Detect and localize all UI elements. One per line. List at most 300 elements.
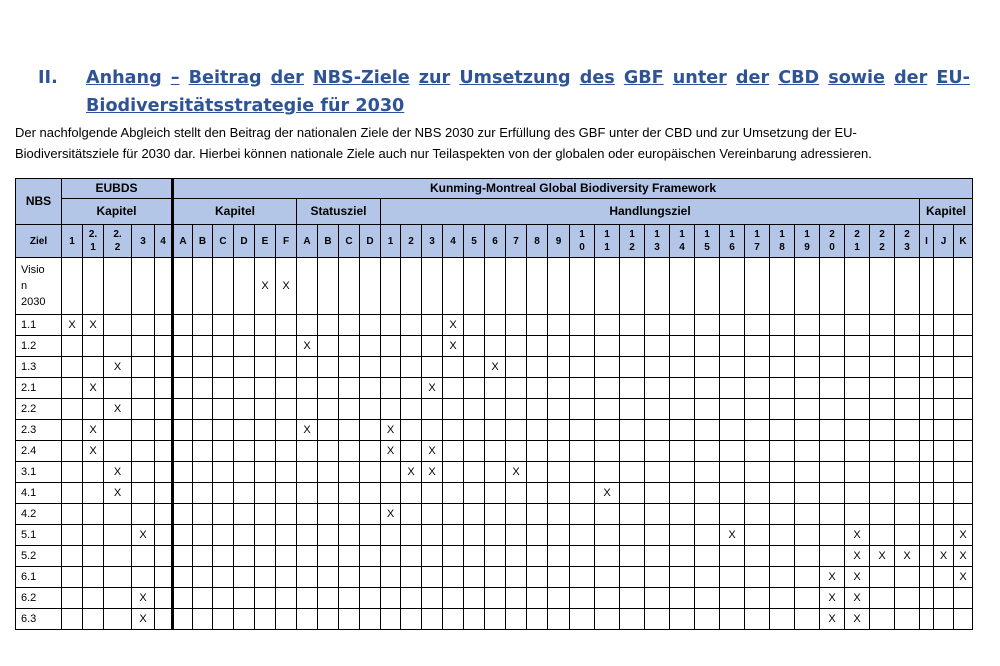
empty-cell [645,378,670,399]
goal-mapping-table [15,178,973,630]
empty-cell [297,258,318,315]
empty-cell [213,609,234,630]
empty-cell [485,525,506,546]
empty-cell [645,315,670,336]
empty-cell [920,588,934,609]
empty-cell [132,546,155,567]
empty-cell [401,258,422,315]
empty-cell [62,525,83,546]
empty-cell [845,504,870,525]
mark-cell: X [422,462,443,483]
empty-cell [155,546,173,567]
empty-cell [506,525,527,546]
empty-cell [443,441,464,462]
empty-cell [770,357,795,378]
empty-cell [443,462,464,483]
heading-word: sowie [828,68,885,88]
empty-cell [595,420,620,441]
heading-line-1 [86,64,970,92]
mark-cell: X [104,399,132,420]
empty-cell [318,258,339,315]
empty-cell [620,504,645,525]
mark-cell: X [83,315,104,336]
row-label: 4.2 [16,504,62,525]
empty-cell [213,546,234,567]
mark-cell: X [870,546,895,567]
empty-cell [645,357,670,378]
empty-cell [83,483,104,504]
handlungsziel-col-header [570,225,595,258]
mark-cell: X [934,546,954,567]
empty-cell [954,258,973,315]
table-row [16,567,973,588]
empty-cell [360,315,381,336]
empty-cell [745,315,770,336]
empty-cell [234,483,255,504]
empty-cell [132,483,155,504]
column-label-part: 7 [754,242,760,253]
empty-cell [670,399,695,420]
empty-cell [770,315,795,336]
empty-cell [213,588,234,609]
empty-cell [795,336,820,357]
empty-cell [720,441,745,462]
empty-cell [845,462,870,483]
table-row [16,462,973,483]
empty-cell [920,462,934,483]
empty-cell [720,315,745,336]
empty-cell [173,315,193,336]
empty-cell [234,258,255,315]
empty-cell [954,609,973,630]
column-label-part: 3 [904,242,910,253]
empty-cell [870,357,895,378]
empty-cell [464,483,485,504]
empty-cell [62,588,83,609]
empty-cell [255,399,276,420]
empty-cell [83,336,104,357]
empty-cell [745,399,770,420]
empty-cell [548,420,570,441]
empty-cell [870,462,895,483]
empty-cell [401,315,422,336]
empty-cell [193,546,213,567]
empty-cell [193,378,213,399]
empty-cell [895,357,920,378]
column-label-part: 8 [779,242,785,253]
empty-cell [443,258,464,315]
empty-cell [670,588,695,609]
empty-cell [485,399,506,420]
column-label-part: 2 [904,229,910,240]
heading-word: Beitrag [188,68,262,88]
empty-cell [83,504,104,525]
empty-cell [155,441,173,462]
empty-cell [276,315,297,336]
empty-cell [795,588,820,609]
empty-cell [360,462,381,483]
empty-cell [132,258,155,315]
empty-cell [548,399,570,420]
empty-cell [595,588,620,609]
empty-cell [173,336,193,357]
column-label-part: 4 [450,235,456,247]
empty-cell [173,420,193,441]
empty-cell [934,258,954,315]
empty-cell [381,378,401,399]
mark-cell: X [845,588,870,609]
empty-cell [570,399,595,420]
empty-cell [770,588,795,609]
column-label-part: 1 [804,229,810,240]
empty-cell [276,567,297,588]
empty-cell [464,567,485,588]
empty-cell [318,609,339,630]
empty-cell [173,357,193,378]
row-label: 2.4 [16,441,62,462]
empty-cell [276,546,297,567]
empty-cell [670,420,695,441]
empty-cell [506,258,527,315]
empty-cell [255,462,276,483]
empty-cell [670,525,695,546]
empty-cell [770,546,795,567]
empty-cell [527,462,548,483]
empty-cell [318,441,339,462]
empty-cell [506,441,527,462]
empty-cell [297,315,318,336]
empty-cell [548,462,570,483]
empty-cell [620,315,645,336]
empty-cell [895,441,920,462]
empty-cell [670,315,695,336]
empty-cell [132,399,155,420]
empty-cell [193,588,213,609]
table-row [16,504,973,525]
empty-cell [570,462,595,483]
empty-cell [485,462,506,483]
empty-cell [464,258,485,315]
empty-cell [670,609,695,630]
empty-cell [339,609,360,630]
empty-cell [83,609,104,630]
empty-cell [595,525,620,546]
empty-cell [443,567,464,588]
empty-cell [570,504,595,525]
empty-cell [173,399,193,420]
empty-cell [920,525,934,546]
table-row [16,357,973,378]
empty-cell [720,420,745,441]
empty-cell [695,609,720,630]
empty-cell [570,336,595,357]
empty-cell [485,588,506,609]
column-label-part: 1 [854,242,860,253]
empty-cell [155,315,173,336]
empty-cell [193,399,213,420]
row-label: 6.2 [16,588,62,609]
empty-cell [527,258,548,315]
empty-cell [339,315,360,336]
empty-cell [485,504,506,525]
column-label-part: 2 [408,235,414,247]
empty-cell [795,357,820,378]
empty-cell [895,336,920,357]
empty-cell [506,315,527,336]
column-label-part: 2 [629,242,635,253]
empty-cell [795,609,820,630]
empty-cell [770,336,795,357]
column-label-part: 9 [804,242,810,253]
empty-cell [276,441,297,462]
mark-cell: X [297,420,318,441]
empty-cell [720,546,745,567]
empty-cell [954,357,973,378]
row-label: 2.3 [16,420,62,441]
heading-word: der [270,68,304,88]
mark-cell: X [845,567,870,588]
table-row [16,546,973,567]
empty-cell [795,567,820,588]
empty-cell [381,546,401,567]
empty-cell [62,441,83,462]
table-row [16,588,973,609]
empty-cell [255,525,276,546]
handlungsziel-col-header [443,225,464,258]
gbf-kapitel-header: Kapitel [173,199,297,225]
empty-cell [422,609,443,630]
eubds-col-header [62,225,83,258]
mark-cell: X [104,462,132,483]
empty-cell [645,420,670,441]
mark-cell: X [506,462,527,483]
column-label-part: 2 [879,229,885,240]
empty-cell [595,378,620,399]
empty-cell [527,441,548,462]
empty-cell [62,567,83,588]
statusziel-header: Statusziel [297,199,381,225]
empty-cell [173,483,193,504]
empty-cell [297,357,318,378]
empty-cell [720,504,745,525]
empty-cell [443,357,464,378]
empty-cell [339,504,360,525]
empty-cell [745,588,770,609]
empty-cell [695,567,720,588]
gbf-kapitel2-col-header: I [920,225,934,258]
empty-cell [193,315,213,336]
empty-cell [820,546,845,567]
column-label-part: 6 [729,242,735,253]
empty-cell [620,609,645,630]
empty-cell [745,567,770,588]
empty-cell [255,504,276,525]
empty-cell [548,357,570,378]
empty-cell [339,378,360,399]
empty-cell [920,420,934,441]
empty-cell [485,420,506,441]
empty-cell [620,588,645,609]
empty-cell [422,567,443,588]
empty-cell [920,399,934,420]
empty-cell [720,399,745,420]
empty-cell [443,609,464,630]
column-label-part: 1 [754,229,760,240]
empty-cell [920,609,934,630]
empty-cell [318,567,339,588]
empty-cell [506,357,527,378]
empty-cell [695,399,720,420]
empty-cell [193,567,213,588]
empty-cell [795,420,820,441]
eubds-header: EUBDS [62,179,173,199]
empty-cell [422,420,443,441]
empty-cell [645,567,670,588]
handlungsziel-col-header [548,225,570,258]
empty-cell [401,378,422,399]
empty-cell [870,420,895,441]
empty-cell [339,336,360,357]
empty-cell [401,504,422,525]
empty-cell [213,258,234,315]
empty-cell [234,420,255,441]
empty-cell [954,336,973,357]
empty-cell [339,546,360,567]
empty-cell [401,357,422,378]
empty-cell [276,378,297,399]
empty-cell [62,609,83,630]
column-label-part: 3 [140,235,146,247]
empty-cell [720,357,745,378]
empty-cell [318,378,339,399]
empty-cell [595,441,620,462]
empty-cell [173,525,193,546]
empty-cell [318,399,339,420]
mark-cell: X [132,609,155,630]
empty-cell [645,609,670,630]
empty-cell [934,378,954,399]
empty-cell [548,315,570,336]
handlungsziel-header: Handlungsziel [381,199,920,225]
empty-cell [155,567,173,588]
column-label-part: 0 [579,242,585,253]
empty-cell [360,525,381,546]
empty-cell [276,462,297,483]
empty-cell [213,315,234,336]
empty-cell [720,378,745,399]
heading-line-2: Biodiversitätsstrategie für 2030 [86,96,405,116]
table-row [16,441,973,462]
statusziel-col-header: D [360,225,381,258]
empty-cell [381,357,401,378]
empty-cell [464,441,485,462]
empty-cell [820,525,845,546]
empty-cell [745,504,770,525]
mark-cell: X [401,462,422,483]
empty-cell [745,441,770,462]
empty-cell [845,357,870,378]
column-label-part: 8 [534,235,540,247]
empty-cell [255,546,276,567]
row-label: 5.2 [16,546,62,567]
empty-cell [770,504,795,525]
empty-cell [104,567,132,588]
empty-cell [255,483,276,504]
empty-cell [155,420,173,441]
empty-cell [132,315,155,336]
column-label-part: 1 [679,229,685,240]
empty-cell [132,336,155,357]
empty-cell [506,609,527,630]
empty-cell [255,588,276,609]
empty-cell [845,336,870,357]
empty-cell [527,483,548,504]
empty-cell [213,357,234,378]
mark-cell: X [104,357,132,378]
mark-cell: X [443,315,464,336]
empty-cell [934,609,954,630]
empty-cell [595,546,620,567]
empty-cell [339,567,360,588]
empty-cell [443,378,464,399]
empty-cell [527,504,548,525]
empty-cell [155,258,173,315]
empty-cell [104,420,132,441]
empty-cell [381,258,401,315]
empty-cell [645,462,670,483]
empty-cell [62,420,83,441]
empty-cell [234,546,255,567]
empty-cell [527,357,548,378]
empty-cell [670,567,695,588]
empty-cell [527,609,548,630]
statusziel-col-header: B [318,225,339,258]
empty-cell [422,588,443,609]
mark-cell: X [954,525,973,546]
empty-cell [381,462,401,483]
heading-word: der [894,68,928,88]
empty-cell [155,357,173,378]
empty-cell [548,258,570,315]
empty-cell [920,567,934,588]
empty-cell [720,336,745,357]
empty-cell [954,462,973,483]
empty-cell [360,483,381,504]
empty-cell [548,504,570,525]
empty-cell [173,567,193,588]
empty-cell [193,609,213,630]
empty-cell [485,315,506,336]
column-label-part: 1 [629,229,635,240]
gbf-header: Kunming-Montreal Global Biodiversity Framework [173,179,973,199]
empty-cell [193,258,213,315]
empty-cell [527,420,548,441]
empty-cell [297,462,318,483]
empty-cell [155,504,173,525]
empty-cell [920,357,934,378]
mark-cell: X [104,483,132,504]
empty-cell [297,588,318,609]
column-label-part: 3 [429,235,435,247]
empty-cell [155,525,173,546]
empty-cell [255,567,276,588]
column-label-part: 5 [704,242,710,253]
empty-cell [155,609,173,630]
empty-cell [381,567,401,588]
empty-cell [795,258,820,315]
empty-cell [276,483,297,504]
row-label [16,258,62,315]
